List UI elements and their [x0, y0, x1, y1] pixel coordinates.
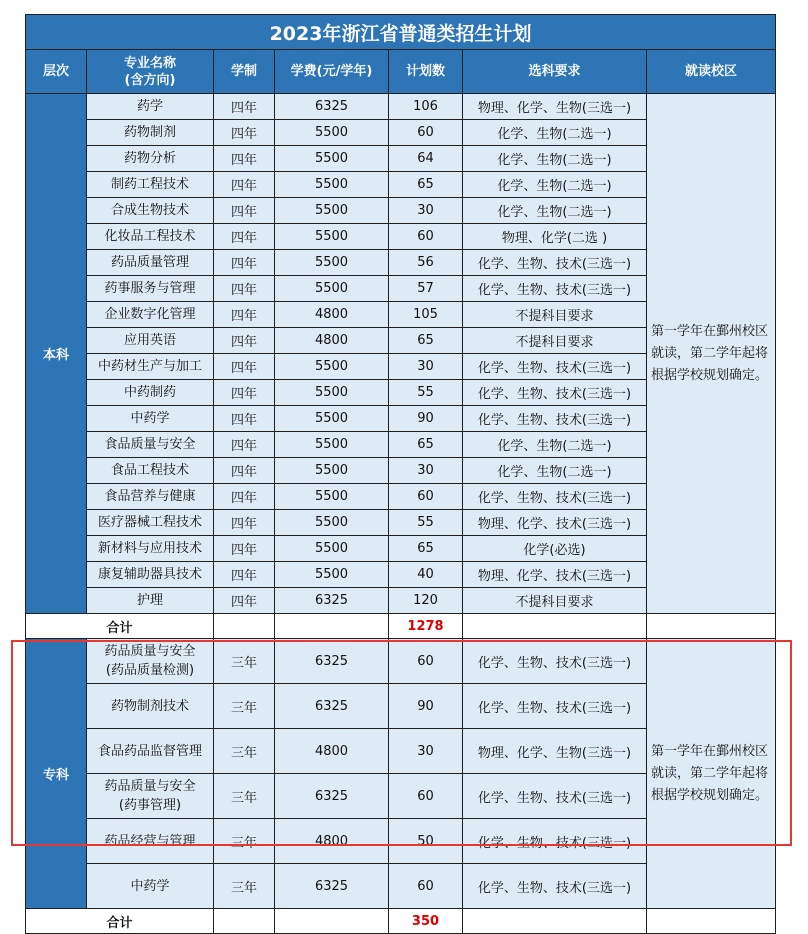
- duration-cell: 四年: [214, 588, 275, 614]
- tuition-cell: 5500: [275, 536, 389, 562]
- duration-cell: 四年: [214, 198, 275, 224]
- major-name-cell: [87, 94, 214, 120]
- subject-requirement-cell: 化学、生物、技术(三选一): [463, 684, 647, 729]
- campus-note-undergraduate: 第一学年在鄞州校区就读，第二学年起将根据学校规划确定。: [647, 94, 776, 614]
- empty-cell: [214, 909, 275, 934]
- plan-count-cell: 64: [389, 146, 463, 172]
- major-name: 药物制剂: [123, 125, 176, 140]
- empty-cell: [647, 909, 776, 934]
- major-name-cell: [87, 354, 214, 380]
- duration-cell: 四年: [214, 224, 275, 250]
- major-name: 应用英语: [123, 333, 176, 348]
- level-vocational: 专科: [26, 639, 87, 909]
- duration-cell: 四年: [214, 172, 275, 198]
- subject-requirement-cell: 不提科目要求: [463, 328, 647, 354]
- plan-count-cell: 50: [389, 819, 463, 864]
- plan-count-cell: 60: [389, 120, 463, 146]
- major-name: 药事服务与管理: [104, 281, 196, 296]
- subject-requirement-cell: 物理、化学(二选 ): [463, 224, 647, 250]
- header-major-sub: (含方向): [124, 72, 176, 88]
- major-name-cell: [87, 432, 214, 458]
- major-name: 食品营养与健康: [104, 489, 196, 504]
- tuition-cell: 6325: [275, 94, 389, 120]
- plan-count-cell: 55: [389, 380, 463, 406]
- duration-cell: 四年: [214, 510, 275, 536]
- duration-cell: 四年: [214, 562, 275, 588]
- tuition-cell: 6325: [275, 864, 389, 909]
- subject-requirement-cell: 化学、生物、技术(三选一): [463, 774, 647, 819]
- major-name-cell: [87, 562, 214, 588]
- plan-count-cell: 65: [389, 432, 463, 458]
- major-name: 药品质量管理: [110, 255, 189, 270]
- tuition-cell: 6325: [275, 684, 389, 729]
- tuition-cell: 5500: [275, 484, 389, 510]
- major-name: 化妆品工程技术: [104, 229, 196, 244]
- subject-requirement-cell: 不提科目要求: [463, 302, 647, 328]
- major-name: 制药工程技术: [110, 177, 189, 192]
- major-name-cell: [87, 484, 214, 510]
- major-name-cell: [87, 198, 214, 224]
- plan-count-cell: 60: [389, 639, 463, 684]
- plan-count-cell: 60: [389, 774, 463, 819]
- header-plan: 计划数: [389, 50, 463, 94]
- header-major-label: 专业名称: [123, 55, 176, 71]
- major-name: 药学: [136, 99, 163, 114]
- undergraduate-total-row: [26, 614, 776, 639]
- plan-count-cell: 65: [389, 536, 463, 562]
- tuition-cell: 5500: [275, 354, 389, 380]
- subject-requirement-cell: 化学、生物(二选一): [463, 458, 647, 484]
- major-name-cell: [87, 406, 214, 432]
- plan-count-cell: 60: [389, 864, 463, 909]
- duration-cell: 三年: [214, 729, 275, 774]
- tuition-cell: 5500: [275, 380, 389, 406]
- subject-requirement-cell: 化学、生物(二选一): [463, 120, 647, 146]
- plan-count-cell: 30: [389, 354, 463, 380]
- major-name-cell: [87, 276, 214, 302]
- major-name-cell: [87, 684, 214, 729]
- vocational-section: [26, 639, 776, 909]
- major-name-cell: [87, 819, 214, 864]
- subject-requirement-cell: 化学、生物、技术(三选一): [463, 250, 647, 276]
- enrollment-plan-sheet: [25, 14, 775, 934]
- tuition-cell: 5500: [275, 146, 389, 172]
- plan-count-cell: 56: [389, 250, 463, 276]
- major-name: 中药材生产与加工: [97, 359, 202, 374]
- major-name: 护理: [136, 593, 163, 608]
- plan-count-cell: 60: [389, 484, 463, 510]
- duration-cell: 三年: [214, 819, 275, 864]
- plan-count-cell: 65: [389, 328, 463, 354]
- undergraduate-section: [26, 94, 776, 614]
- subject-requirement-cell: 化学、生物、技术(三选一): [463, 819, 647, 864]
- tuition-cell: 5500: [275, 172, 389, 198]
- duration-cell: 四年: [214, 120, 275, 146]
- plan-count-cell: 90: [389, 406, 463, 432]
- tuition-cell: 4800: [275, 819, 389, 864]
- duration-cell: 四年: [214, 536, 275, 562]
- header-level: 层次: [26, 50, 87, 94]
- tuition-cell: 4800: [275, 328, 389, 354]
- duration-cell: 四年: [214, 380, 275, 406]
- subject-requirement-cell: 化学、生物、技术(三选一): [463, 380, 647, 406]
- major-name-cell: [87, 380, 214, 406]
- empty-cell: [275, 614, 389, 639]
- subject-requirement-cell: 化学、生物、技术(三选一): [463, 406, 647, 432]
- major-name: 新材料与应用技术: [97, 541, 202, 556]
- major-name: 中药制药: [123, 385, 176, 400]
- duration-cell: 四年: [214, 354, 275, 380]
- duration-cell: 四年: [214, 406, 275, 432]
- tuition-cell: 5500: [275, 406, 389, 432]
- duration-cell: 三年: [214, 684, 275, 729]
- vocational-total-row: [26, 909, 776, 934]
- major-name-cell: [87, 729, 214, 774]
- duration-cell: 四年: [214, 276, 275, 302]
- empty-cell: [214, 614, 275, 639]
- major-name-cell: [87, 639, 214, 684]
- enrollment-plan-table: [25, 14, 776, 934]
- tuition-cell: 5500: [275, 250, 389, 276]
- tuition-cell: 6325: [275, 588, 389, 614]
- duration-cell: 三年: [214, 774, 275, 819]
- major-name: 中药学: [130, 878, 170, 894]
- major-name-cell: [87, 302, 214, 328]
- major-name: 食品质量与安全: [104, 437, 196, 452]
- major-name-cell: [87, 774, 214, 819]
- subject-requirement-cell: 物理、化学、技术(三选一): [463, 562, 647, 588]
- tuition-cell: 5500: [275, 198, 389, 224]
- undergraduate-total-value: 1278: [389, 614, 463, 639]
- subject-requirement-cell: 化学、生物(二选一): [463, 146, 647, 172]
- tuition-cell: 5500: [275, 458, 389, 484]
- plan-count-cell: 105: [389, 302, 463, 328]
- table-row: [26, 639, 776, 684]
- duration-cell: 三年: [214, 639, 275, 684]
- subject-requirement-cell: 化学、生物(二选一): [463, 198, 647, 224]
- tuition-cell: 6325: [275, 774, 389, 819]
- tuition-cell: 5500: [275, 510, 389, 536]
- major-name-cell: [87, 864, 214, 909]
- duration-cell: 四年: [214, 146, 275, 172]
- subject-requirement-cell: 化学、生物、技术(三选一): [463, 639, 647, 684]
- major-name: 药物分析: [123, 151, 176, 166]
- undergraduate-total-label: 合计: [26, 614, 214, 639]
- major-name-cell: [87, 588, 214, 614]
- subject-requirement-cell: 化学、生物、技术(三选一): [463, 864, 647, 909]
- header-duration: 学制: [214, 50, 275, 94]
- duration-cell: 四年: [214, 484, 275, 510]
- subject-requirement-cell: 化学(必选): [463, 536, 647, 562]
- major-name: 食品药品监督管理: [97, 743, 202, 759]
- plan-count-cell: 30: [389, 729, 463, 774]
- major-name: 合成生物技术: [110, 203, 189, 218]
- vocational-total-value: 350: [389, 909, 463, 934]
- plan-count-cell: 30: [389, 198, 463, 224]
- duration-cell: 四年: [214, 458, 275, 484]
- tuition-cell: 4800: [275, 302, 389, 328]
- tuition-cell: 5500: [275, 432, 389, 458]
- duration-cell: 三年: [214, 864, 275, 909]
- level-undergraduate: 本科: [26, 94, 87, 614]
- header-tuition: 学费(元/学年): [275, 50, 389, 94]
- tuition-cell: 5500: [275, 120, 389, 146]
- duration-cell: 四年: [214, 302, 275, 328]
- major-name: 企业数字化管理: [104, 307, 196, 322]
- major-name-cell: [87, 510, 214, 536]
- major-direction: (药品质量检测): [105, 663, 195, 678]
- subject-requirement-cell: 物理、化学、生物(三选一): [463, 94, 647, 120]
- header-subjects: 选科要求: [463, 50, 647, 94]
- major-name-cell: [87, 172, 214, 198]
- subject-requirement-cell: 不提科目要求: [463, 588, 647, 614]
- major-name-cell: [87, 224, 214, 250]
- campus-note-vocational: 第一学年在鄞州校区就读，第二学年起将根据学校规划确定。: [647, 639, 776, 909]
- table-title: 2023年浙江省普通类招生计划: [26, 15, 776, 50]
- plan-count-cell: 55: [389, 510, 463, 536]
- tuition-cell: 4800: [275, 729, 389, 774]
- empty-cell: [463, 614, 647, 639]
- duration-cell: 四年: [214, 432, 275, 458]
- plan-count-cell: 57: [389, 276, 463, 302]
- major-name-cell: [87, 328, 214, 354]
- subject-requirement-cell: 化学、生物、技术(三选一): [463, 276, 647, 302]
- plan-count-cell: 40: [389, 562, 463, 588]
- vocational-total-label: 合计: [26, 909, 214, 934]
- major-name: 医疗器械工程技术: [97, 515, 202, 530]
- table-row: [26, 94, 776, 120]
- duration-cell: 四年: [214, 250, 275, 276]
- subject-requirement-cell: 化学、生物、技术(三选一): [463, 484, 647, 510]
- major-name: 中药学: [130, 411, 170, 426]
- subject-requirement-cell: 化学、生物(二选一): [463, 172, 647, 198]
- header-campus: 就读校区: [647, 50, 776, 94]
- major-name: 药品质量与安全: [104, 644, 196, 659]
- plan-count-cell: 65: [389, 172, 463, 198]
- tuition-cell: 5500: [275, 276, 389, 302]
- major-name: 药品经营与管理: [104, 833, 196, 849]
- major-name: 食品工程技术: [110, 463, 189, 478]
- tuition-cell: 6325: [275, 639, 389, 684]
- major-name: 康复辅助器具技术: [97, 567, 202, 582]
- subject-requirement-cell: 物理、化学、技术(三选一): [463, 510, 647, 536]
- major-direction: (药事管理): [118, 798, 182, 813]
- major-name-cell: [87, 250, 214, 276]
- subject-requirement-cell: 物理、化学、生物(三选一): [463, 729, 647, 774]
- plan-count-cell: 90: [389, 684, 463, 729]
- major-name-cell: [87, 536, 214, 562]
- major-name: 药品质量与安全: [104, 779, 196, 794]
- empty-cell: [275, 909, 389, 934]
- major-name-cell: [87, 120, 214, 146]
- tuition-cell: 5500: [275, 562, 389, 588]
- duration-cell: 四年: [214, 328, 275, 354]
- header-major: [87, 50, 214, 94]
- major-name: 药物制剂技术: [110, 698, 189, 714]
- plan-count-cell: 106: [389, 94, 463, 120]
- plan-count-cell: 30: [389, 458, 463, 484]
- duration-cell: 四年: [214, 94, 275, 120]
- subject-requirement-cell: 化学、生物、技术(三选一): [463, 354, 647, 380]
- plan-count-cell: 60: [389, 224, 463, 250]
- major-name-cell: [87, 146, 214, 172]
- plan-count-cell: 120: [389, 588, 463, 614]
- subject-requirement-cell: 化学、生物(二选一): [463, 432, 647, 458]
- major-name-cell: [87, 458, 214, 484]
- empty-cell: [647, 614, 776, 639]
- tuition-cell: 5500: [275, 224, 389, 250]
- empty-cell: [463, 909, 647, 934]
